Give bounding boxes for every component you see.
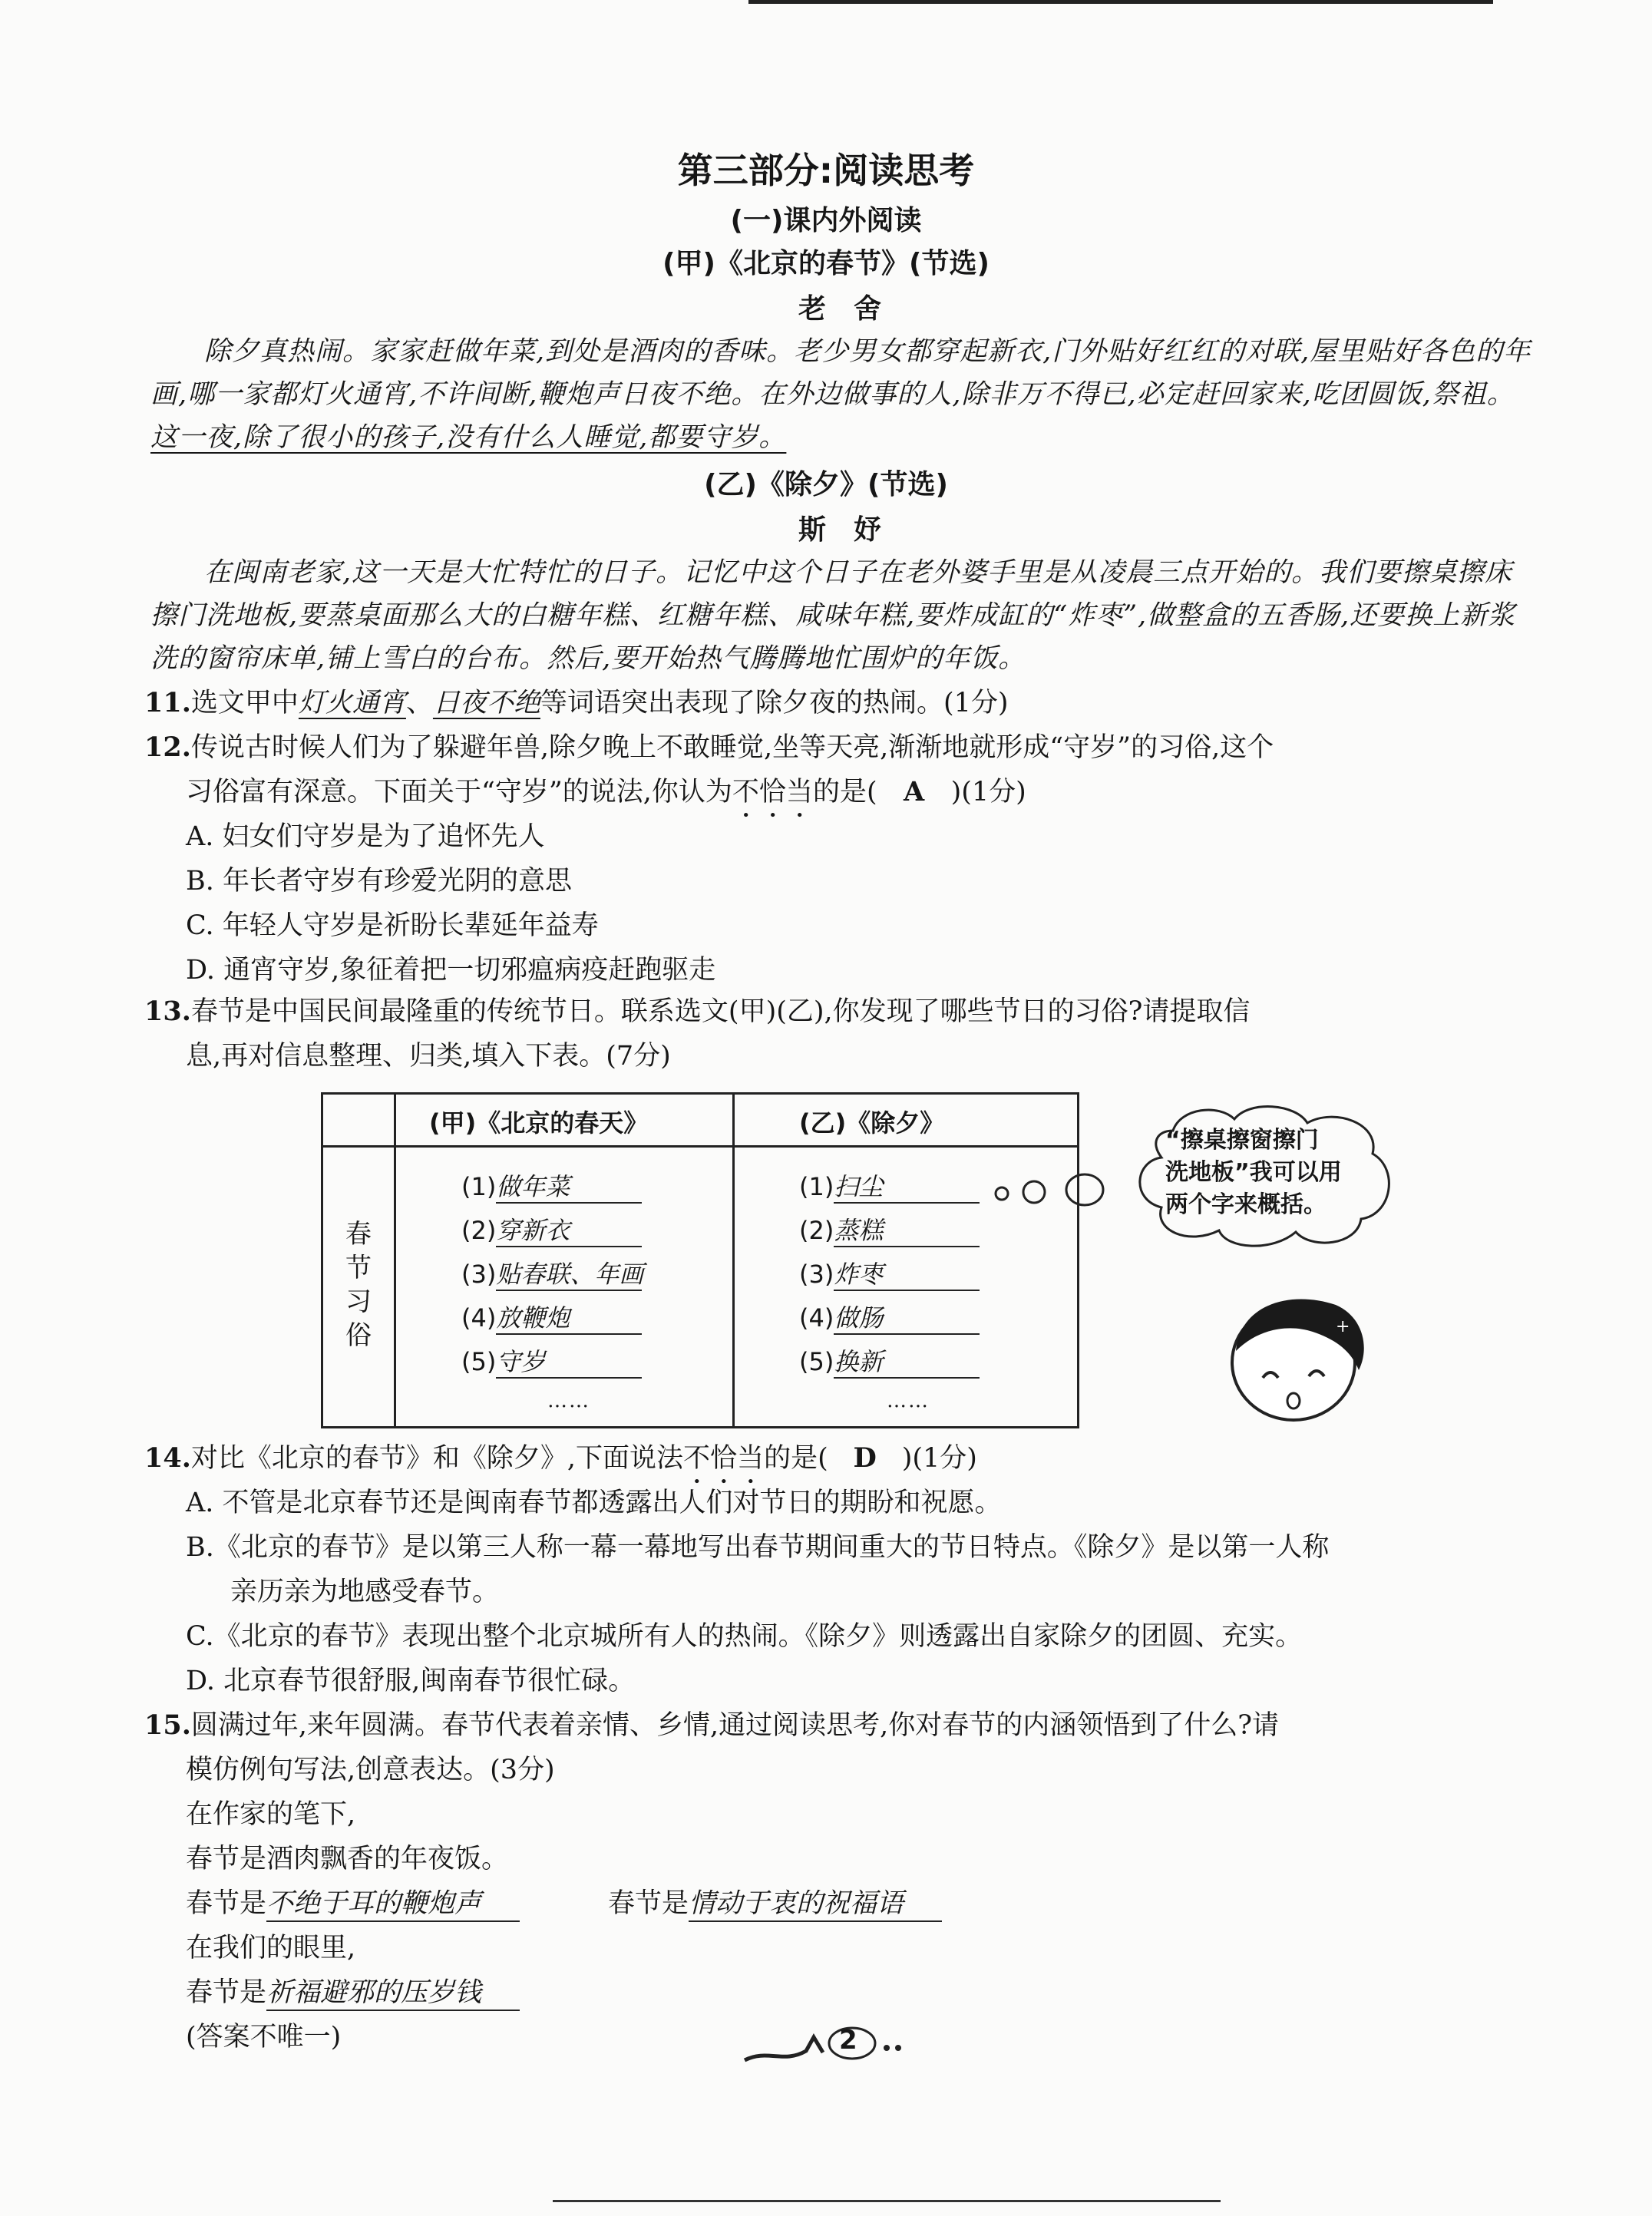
item-number: (1): [461, 1172, 497, 1201]
q15-line5b: [608, 1882, 942, 1925]
item-number: (4): [461, 1303, 497, 1333]
passage-a-underlined: 这一夜,除了很小的孩子,没有什么人睡觉,都要守岁。: [150, 422, 787, 453]
item-value: 换新: [834, 1346, 980, 1379]
item-number: (5): [461, 1347, 497, 1376]
q12-emphasis: 不恰当: [732, 777, 813, 807]
q15-line6: 在我们的眼里,: [186, 1933, 356, 1963]
q15-l7-pre: 春节是: [186, 1977, 267, 2008]
q15-line1: 圆满过年,来年圆满。春节代表着亲情、乡情,通过阅读思考,你对春节的内涵领悟到了什么?请: [190, 1710, 1280, 1741]
table-row-label: 春节习俗: [345, 1219, 372, 1351]
table-header-a: (甲)《北京的春天》: [429, 1108, 649, 1138]
q12-answer: A: [904, 776, 925, 807]
q11-pre: 选文甲中: [190, 688, 299, 718]
q15-l5b-pre: 春节是: [608, 1888, 689, 1919]
item-value: 炸枣: [834, 1259, 980, 1291]
section-title: 第三部分:阅读思考: [677, 150, 975, 191]
q14-pre: 对比《北京的春节》和《除夕》,下面说法: [190, 1443, 684, 1474]
passage-a-author: 老舍: [798, 292, 909, 325]
table-ellipsis-a: ……: [547, 1389, 590, 1412]
page-number: 2: [839, 2025, 857, 2056]
q15-answer-3: 祈福避邪的压岁钱: [266, 1976, 520, 2011]
q14-option-b-cont: 亲历亲为地感受春节。: [230, 1577, 500, 1607]
question-12-line1: [144, 726, 1274, 769]
table-cell-a3: [461, 1259, 642, 1291]
passage-a-text: [150, 330, 1532, 459]
item-number: (5): [799, 1347, 834, 1376]
q15-line4: 春节是酒肉飘香的年夜饭。: [186, 1844, 509, 1874]
question-13-line1: [144, 990, 1250, 1033]
q11-answer-2: 日夜不绝: [432, 688, 540, 718]
table-divider: [732, 1095, 735, 1426]
item-value: 穿新衣: [496, 1215, 642, 1247]
subsection-title: (一)课内外阅读: [730, 205, 922, 236]
q15-line5: [186, 1882, 520, 1925]
cartoon-child-icon: [1221, 1286, 1374, 1432]
question-number: 14.: [144, 1442, 191, 1474]
q12-line1: 传说古时候人们为了躲避年兽,除夕晚上不敢睡觉,坐等天亮,渐渐地就形成“守岁”的习俗,这个: [190, 732, 1274, 763]
q15-note: (答案不唯一): [186, 2022, 342, 2053]
q14-emphasis: 不恰当: [683, 1443, 765, 1474]
q15-line3: 在作家的笔下,: [186, 1799, 356, 1830]
q12-option-c: C. 年轻人守岁是祈盼长辈延年益寿: [186, 910, 599, 941]
item-number: (1): [799, 1172, 834, 1201]
table-cell-b3: [799, 1259, 980, 1291]
question-15-line1: [144, 1704, 1279, 1747]
q11-sep: 、: [405, 688, 433, 718]
item-value: 守岁: [496, 1346, 642, 1379]
bubble-line: “擦桌擦窗擦门: [1165, 1127, 1319, 1154]
svg-text:+: +: [1336, 1317, 1350, 1336]
table-cell-a5: [461, 1346, 642, 1379]
passage-b-title: (乙)《除夕》(节选): [704, 469, 948, 500]
table-cell-b5: [799, 1346, 980, 1379]
table-cell-b2: [799, 1215, 980, 1247]
question-number: 15.: [144, 1709, 191, 1741]
top-rule: [748, 0, 1493, 4]
table-header-b: (乙)《除夕》: [799, 1108, 945, 1138]
q12-line2-pre: 习俗富有深意。下面关于“守岁”的说法,你认为: [186, 777, 732, 807]
q15-l5-pre: 春节是: [186, 1888, 267, 1919]
item-number: (4): [799, 1303, 834, 1333]
thought-dots-icon: [986, 1171, 1125, 1217]
item-value: 做肠: [834, 1303, 980, 1335]
q11-answer-1: 灯火通宵: [298, 688, 406, 718]
bubble-text: [1165, 1125, 1342, 1221]
passage-a-title: (甲)《北京的春节》(节选): [662, 248, 990, 279]
passage-b-author: 斯妤: [798, 514, 909, 546]
q12-line2-mid: 的是(: [812, 777, 877, 807]
item-value: 做年菜: [496, 1171, 642, 1204]
bubble-line: 两个字来概括。: [1165, 1191, 1327, 1218]
table-cell-b1: [799, 1171, 980, 1204]
passage-b-text: 在闽南老家,这一天是大忙特忙的日子。记忆中这个日子在老外婆手里是从凌晨三点开始的。我们要擦桌擦床擦门洗地板,要蒸桌面那么大的白糖年糕、红糖年糕、咸味年糕,要炸成缸的“炸枣”,做整盒的五香肠,还要换上新浆洗的窗帘床单,铺上雪白的台布。然后,要开始热气腾腾地忙围炉的年饭。: [150, 557, 1516, 674]
item-value: 蒸糕: [834, 1215, 980, 1247]
passage-a-main: 除夕真热闹。家家赶做年菜,到处是酒肉的香味。老少男女都穿起新衣,门外贴好红红的对联,屋里贴好各色的年画,哪一家都灯火通宵,不许间断,鞭炮声日夜不绝。在外边做事的人,除非万不得已,必定赶回家来,吃团圆饭,祭祖。: [150, 336, 1531, 410]
bubble-line: 洗地板”我可以用: [1165, 1159, 1342, 1186]
table-ellipsis-b: ……: [887, 1389, 930, 1412]
item-number: (3): [461, 1260, 497, 1289]
table-cell-a1: [461, 1171, 642, 1204]
q13-line1: 春节是中国民间最隆重的传统节日。联系选文(甲)(乙),你发现了哪些节日的习俗?请提取信: [190, 996, 1251, 1027]
q14-mid: 的是(: [764, 1443, 828, 1474]
item-value: 放鞭炮: [496, 1303, 642, 1335]
question-number: 13.: [144, 996, 191, 1027]
question-number: 11.: [144, 687, 191, 718]
question-number: 12.: [144, 732, 191, 763]
q13-line2: 息,再对信息整理、归类,填入下表。(7分): [186, 1041, 671, 1072]
item-value: 扫尘: [834, 1171, 980, 1204]
q14-answer: D: [853, 1442, 877, 1474]
q11-post: 等词语突出表现了除夕夜的热闹。(1分): [540, 688, 1009, 718]
q14-option-a: A. 不管是北京春节还是闽南春节都透露出人们对节日的期盼和祝愿。: [186, 1488, 1002, 1518]
table-divider: [394, 1095, 396, 1426]
q12-option-b: B. 年长者守岁有珍爱光阴的意思: [186, 866, 572, 897]
q14-post: )(1分): [901, 1443, 977, 1474]
question-11: [144, 682, 1009, 725]
q14-option-b: B.《北京的春节》是以第三人称一幕一幕地写出春节期间重大的节日特点。《除夕》是以第一人称: [186, 1532, 1330, 1563]
q14-option-c: C.《北京的春节》表现出整个北京城所有人的热闹。《除夕》则透露出自家除夕的团圆、充实。: [186, 1621, 1303, 1652]
q14-option-d: D. 北京春节很舒服,闽南春节很忙碌。: [186, 1666, 636, 1696]
q15-line2: 模仿例句写法,创意表达。(3分): [186, 1755, 555, 1785]
table-divider: [323, 1145, 1077, 1148]
item-number: (3): [799, 1260, 834, 1289]
q12-option-a: A. 妇女们守岁是为了追怀先人: [186, 821, 545, 852]
bottom-rule: [553, 2200, 1221, 2202]
q15-line7: [186, 1971, 520, 2014]
page-number-badge-icon: [737, 2022, 921, 2068]
q12-line2-post: )(1分): [950, 777, 1026, 807]
q15-answer-2: 情动于衷的祝福语: [689, 1887, 942, 1922]
customs-table: [321, 1092, 1079, 1428]
q15-answer-1: 不绝于耳的鞭炮声: [266, 1887, 520, 1922]
item-number: (2): [799, 1216, 834, 1245]
table-cell-b4: [799, 1303, 980, 1335]
q12-option-d: D. 通宵守岁,象征着把一切邪瘟病疫赶跑驱走: [186, 955, 716, 986]
item-value: 贴春联、年画: [496, 1259, 642, 1291]
table-cell-a4: [461, 1303, 642, 1335]
item-number: (2): [461, 1216, 497, 1245]
table-cell-a2: [461, 1215, 642, 1247]
